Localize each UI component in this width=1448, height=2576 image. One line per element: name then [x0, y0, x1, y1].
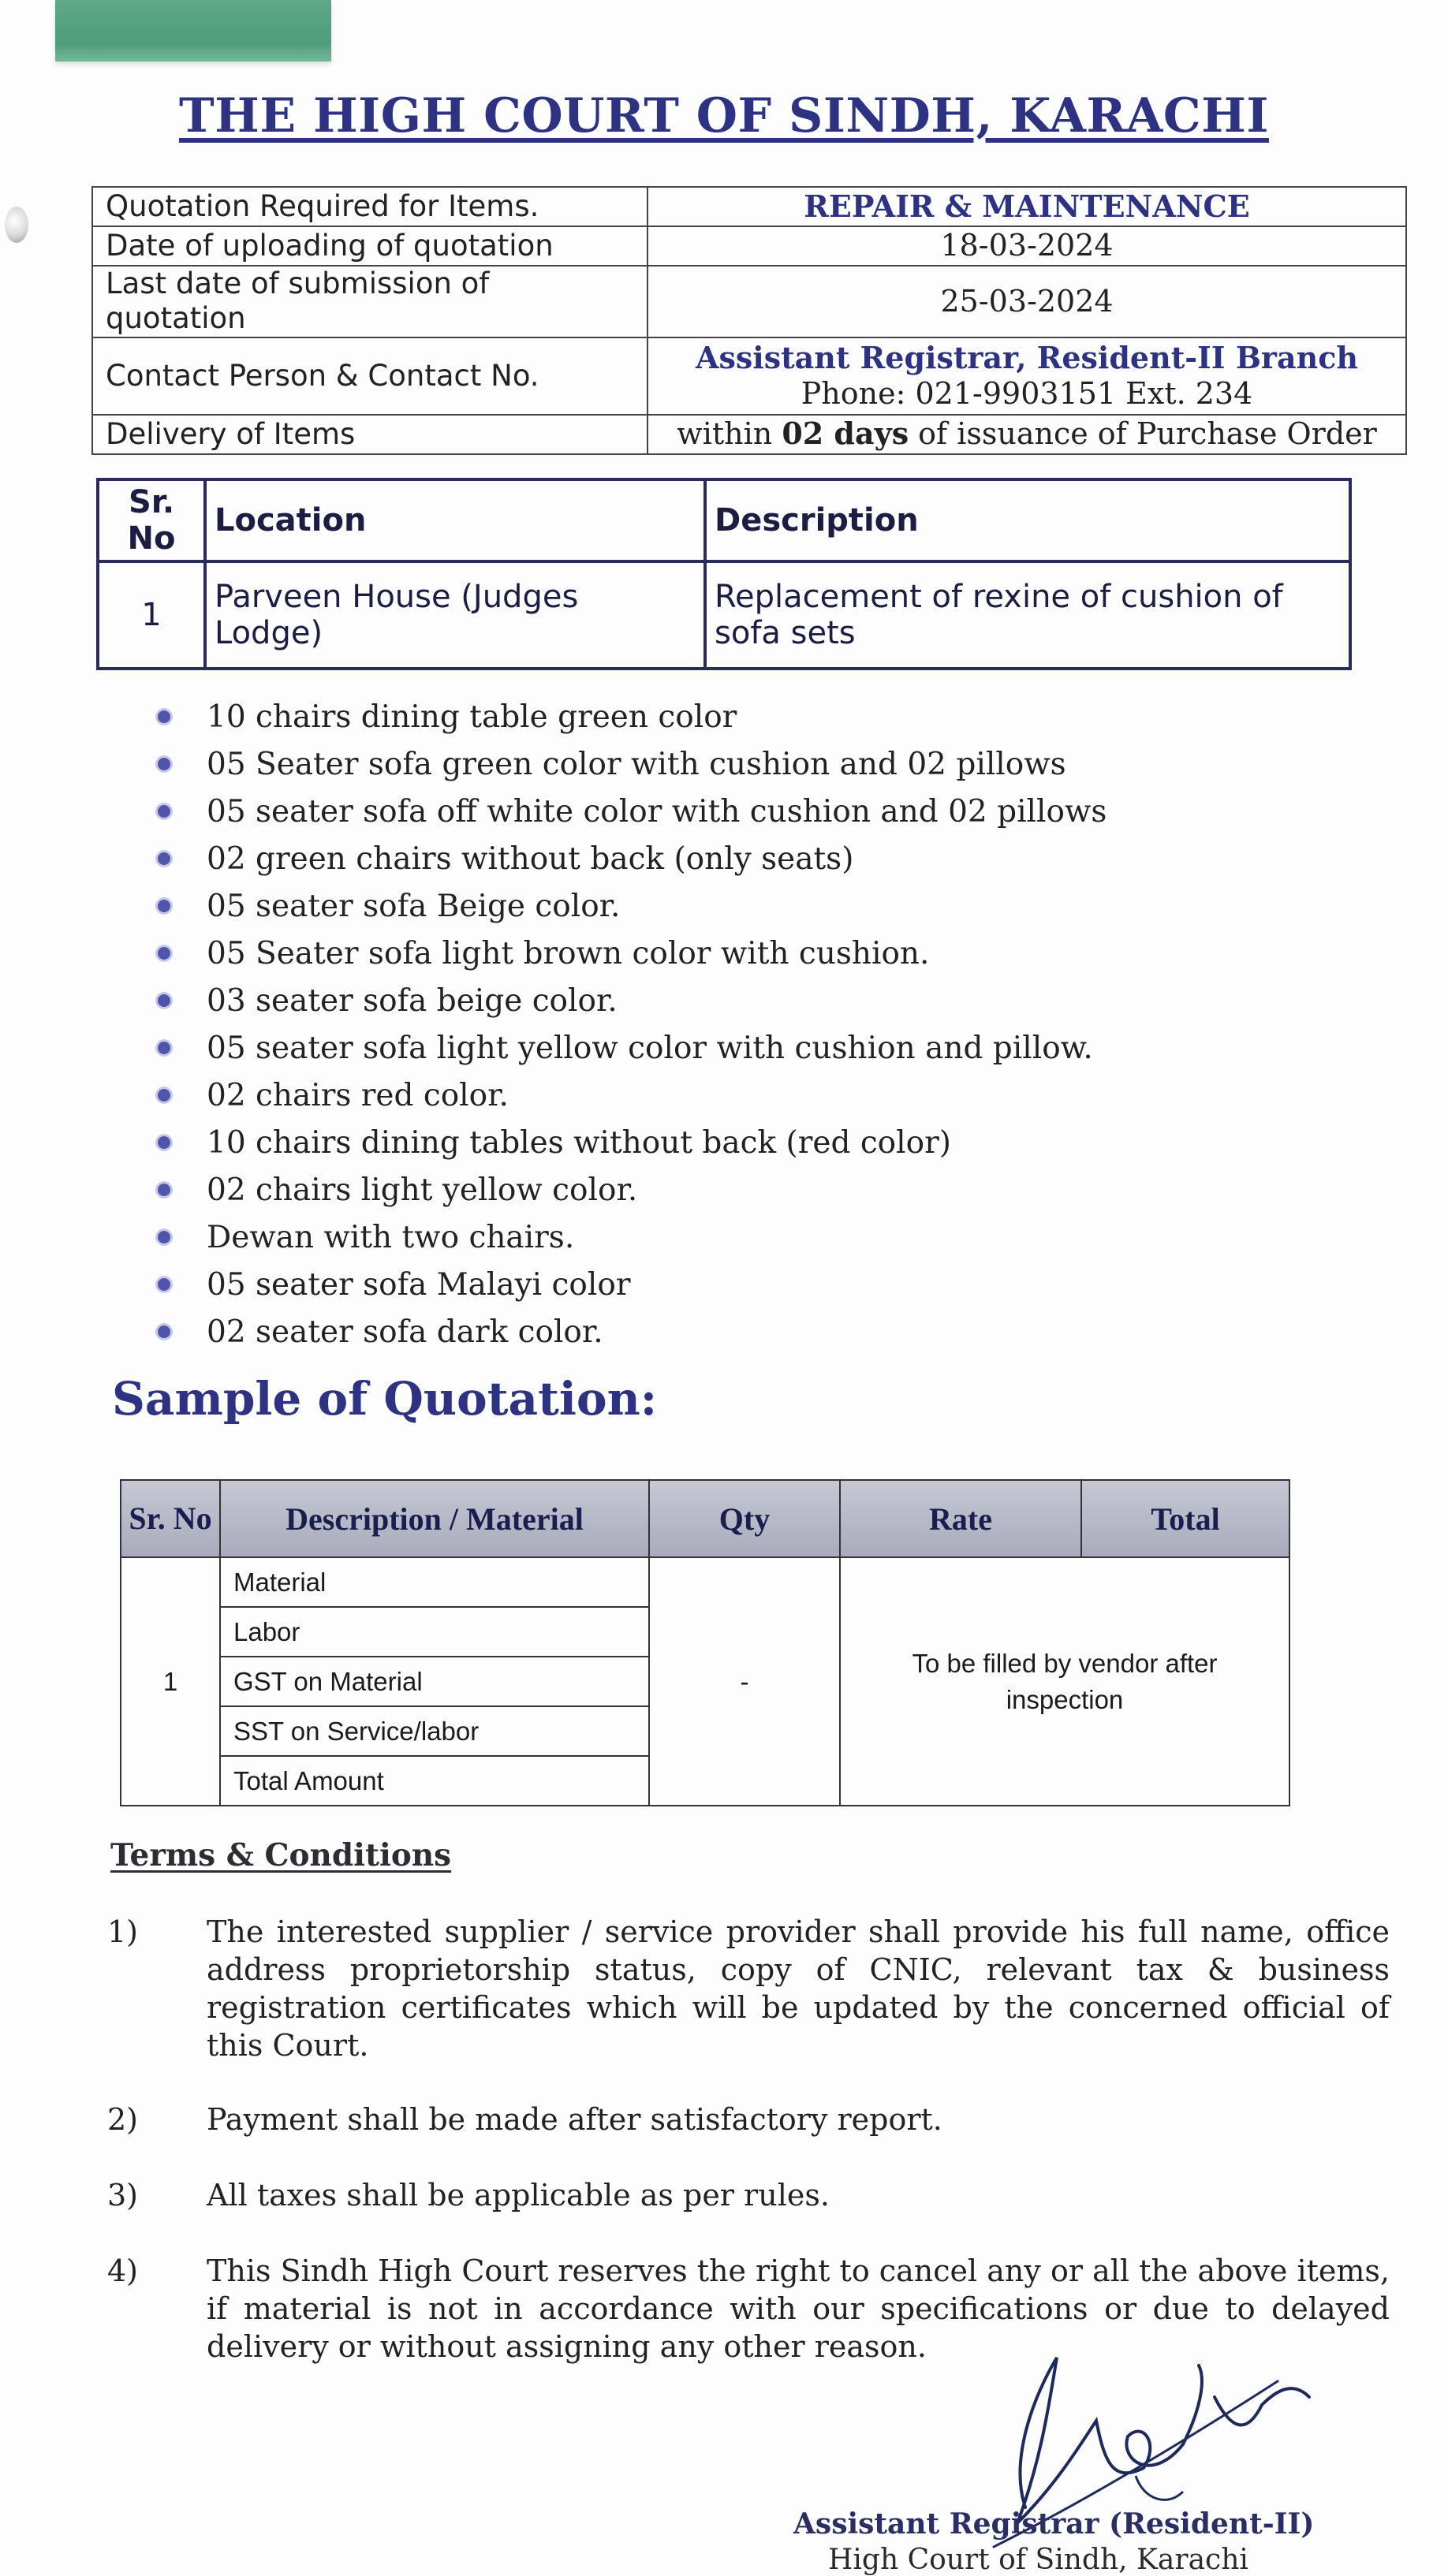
signatory-title: Assistant Registrar (Resident-II): [793, 2507, 1315, 2541]
list-item-text: 05 seater sofa off white color with cushion and 02 pillows: [207, 794, 1107, 829]
vendor-note: To be filled by vendor after inspection: [840, 1557, 1289, 1806]
col-header-sr: Sr. No: [98, 479, 205, 561]
bullet-icon: [158, 947, 170, 960]
material-cell: SST on Service/labor: [220, 1706, 649, 1756]
info-value: REPAIR & MAINTENANCE: [647, 187, 1406, 226]
bullet-icon: [158, 994, 170, 1007]
list-item: [158, 1025, 1107, 1072]
location-table: [96, 478, 1352, 670]
page-title: THE HIGH COURT OF SINDH, KARACHI: [179, 88, 1269, 144]
col-header-location: Location: [205, 479, 705, 561]
location-description: Replacement of rexine of cushion of sofa sets: [705, 561, 1350, 669]
bullet-icon: [158, 1042, 170, 1054]
col-header-qty: Qty: [649, 1480, 840, 1557]
material-cell: Labor: [220, 1607, 649, 1657]
location-header-row: [98, 479, 1350, 561]
sample-header-row: [121, 1480, 1289, 1557]
info-value: 25-03-2024: [647, 266, 1406, 337]
location-sr: 1: [98, 561, 205, 669]
list-item: [158, 1120, 1107, 1167]
punch-hole: [5, 207, 28, 243]
sample-qty: -: [649, 1557, 840, 1806]
col-header-rate: Rate: [840, 1480, 1081, 1557]
list-item-text: 05 seater sofa Malayi color: [207, 1267, 631, 1303]
quotation-info-table: [91, 186, 1407, 455]
list-item: [158, 1167, 1107, 1214]
location-row: [98, 561, 1350, 669]
contact-phone: Phone: 021-9903151 Ext. 234: [801, 375, 1253, 411]
list-item: [158, 694, 1107, 741]
list-item: [158, 1072, 1107, 1120]
list-item: [158, 978, 1107, 1025]
info-row: [92, 226, 1406, 266]
info-label: Date of uploading of quotation: [92, 226, 647, 266]
list-item: [158, 741, 1107, 788]
terms-heading: Terms & Conditions: [110, 1837, 452, 1873]
bullet-icon: [158, 805, 170, 818]
material-cell: Material: [220, 1557, 649, 1607]
info-label: Last date of submission of quotation: [92, 266, 647, 337]
term-text: Payment shall be made after satisfactory report.: [207, 2102, 942, 2137]
list-item: [158, 1262, 1107, 1309]
bullet-icon: [158, 1184, 170, 1196]
list-item-text: 02 chairs light yellow color.: [207, 1172, 638, 1208]
bullet-icon: [158, 758, 170, 770]
sample-quotation-table: [120, 1479, 1290, 1806]
delivery-days: 02 days: [782, 416, 909, 452]
bullet-icon: [158, 1231, 170, 1243]
info-row: [92, 415, 1406, 454]
term-text: All taxes shall be applicable as per rules.: [207, 2178, 830, 2213]
info-label: Quotation Required for Items.: [92, 187, 647, 226]
info-row: [92, 187, 1406, 226]
info-row: [92, 266, 1406, 337]
location-name: Parveen House (Judges Lodge): [205, 561, 705, 669]
term-number: 2): [107, 2102, 139, 2137]
term-number: 3): [107, 2178, 139, 2213]
term-number: 1): [107, 1914, 139, 1949]
list-item-text: Dewan with two chairs.: [207, 1220, 575, 1255]
term-number: 4): [107, 2254, 139, 2288]
bullet-icon: [158, 710, 170, 723]
list-item: [158, 930, 1107, 978]
bullet-icon: [158, 900, 170, 912]
list-item: [158, 1309, 1107, 1356]
info-row: [92, 337, 1406, 415]
sample-sr: 1: [121, 1557, 220, 1806]
list-item: [158, 1214, 1107, 1262]
sticky-note: [55, 0, 331, 62]
info-value: 18-03-2024: [647, 226, 1406, 266]
bullet-icon: [158, 1278, 170, 1291]
col-header-sr: Sr. No: [121, 1480, 220, 1557]
list-item-text: 10 chairs dining tables without back (red color): [207, 1125, 951, 1161]
bullet-icon: [158, 1089, 170, 1102]
col-header-description: Description / Material: [220, 1480, 649, 1557]
list-item: [158, 883, 1107, 930]
list-item: [158, 836, 1107, 883]
signatory-court: High Court of Sindh, Karachi: [828, 2544, 1248, 2576]
contact-person: Assistant Registrar, Resident-II Branch: [696, 340, 1358, 376]
list-item-text: 10 chairs dining table green color: [207, 699, 737, 735]
info-label: Delivery of Items: [92, 415, 647, 454]
list-item-text: 02 chairs red color.: [207, 1078, 509, 1113]
material-cell: Total Amount: [220, 1756, 649, 1806]
list-item-text: 02 seater sofa dark color.: [207, 1314, 603, 1350]
term-text: The interested supplier / service provider shall provide his full name, office address proprietorship status, copy of CNIC, relevant tax & business registration certificates which will be updated by the concerned official of this Court.: [207, 1914, 1390, 2063]
delivery-post: of issuance of Purchase Order: [909, 416, 1377, 452]
info-value: [647, 337, 1406, 415]
list-item-text: 05 seater sofa Beige color.: [207, 889, 621, 924]
sample-heading: Sample of Quotation:: [112, 1372, 658, 1426]
list-item-text: 03 seater sofa beige color.: [207, 983, 618, 1019]
delivery-pre: within: [677, 416, 782, 452]
list-item-text: 05 Seater sofa light brown color with cushion.: [207, 936, 930, 971]
bullet-icon: [158, 852, 170, 865]
col-header-total: Total: [1081, 1480, 1289, 1557]
term-text: This Sindh High Court reserves the right to cancel any or all the above items, if material is not in accordance with our specifications or due to delayed delivery or without assigning any other reason.: [207, 2254, 1390, 2364]
bullet-icon: [158, 1136, 170, 1149]
list-item: [158, 788, 1107, 836]
material-cell: GST on Material: [220, 1657, 649, 1706]
info-value: [647, 415, 1406, 454]
list-item-text: 02 green chairs without back (only seats): [207, 841, 854, 877]
bullet-icon: [158, 1325, 170, 1338]
table-row: [121, 1557, 1289, 1607]
items-list: [158, 694, 1107, 1356]
info-label: Contact Person & Contact No.: [92, 337, 647, 415]
col-header-description: Description: [705, 479, 1350, 561]
list-item-text: 05 Seater sofa green color with cushion and 02 pillows: [207, 747, 1066, 782]
list-item-text: 05 seater sofa light yellow color with cushion and pillow.: [207, 1031, 1093, 1066]
